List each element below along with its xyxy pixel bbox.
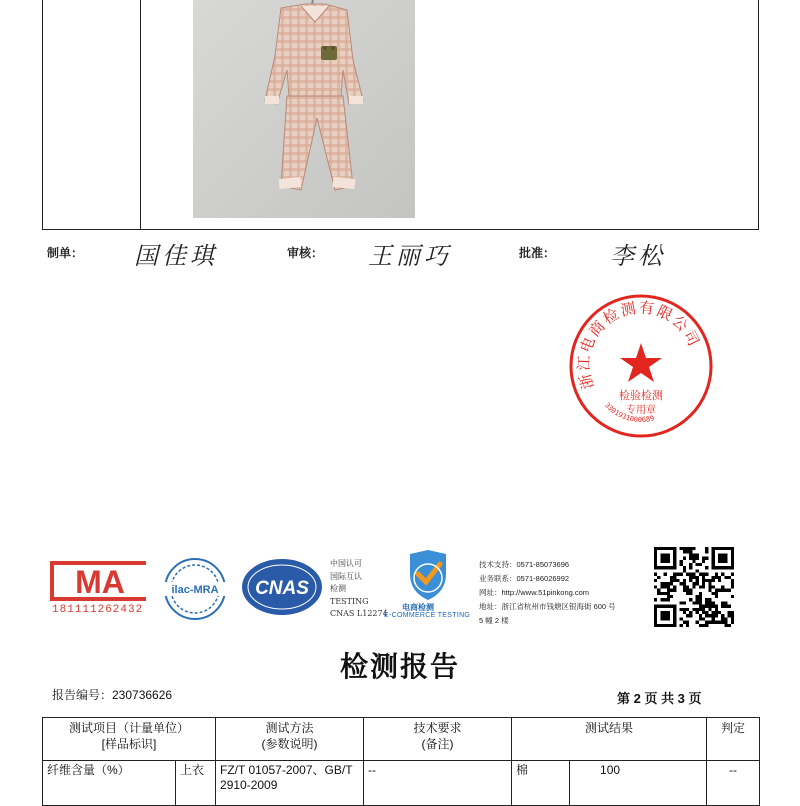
report-number: 报告编号：230736626	[52, 688, 173, 702]
cell-requirement: --	[364, 761, 512, 806]
header-item	[43, 718, 216, 761]
approver-signature: 李松	[610, 242, 666, 270]
cell-item: 纤维含量（%）	[43, 761, 176, 806]
contact-line: 5 幢 2 楼	[479, 616, 509, 625]
cell-method: FZ/T 01057-2007、GB/T 2910-2009	[216, 761, 364, 806]
pajama-illustration	[193, 0, 415, 218]
cnas-caption-line: 检测	[330, 584, 346, 593]
cell-part: 上衣	[176, 761, 216, 806]
header-requirement	[364, 718, 512, 761]
header-method-label: 测试方法	[265, 721, 314, 735]
cnas-logo	[240, 555, 324, 619]
cnas-caption-line: 中国认可	[330, 559, 362, 568]
preparer-label: 制单：	[47, 246, 84, 260]
cnas-caption-line: 国际互认	[330, 571, 362, 581]
sample-photo	[193, 0, 415, 218]
header-method-sub: (参数说明)	[261, 737, 318, 751]
cma-number: 181111262432	[52, 604, 144, 616]
seal-number: 3301931000689	[603, 401, 656, 425]
cell-fiber: 棉	[512, 761, 570, 806]
contact-line: 网址：http://www.51pinkong.com	[479, 588, 590, 597]
ilac-text: ilac-MRA	[171, 584, 219, 596]
ecommerce-cn-text: 电商检测	[402, 603, 434, 612]
header-verdict: 判定	[707, 718, 760, 761]
table-divider	[140, 0, 141, 230]
cell-value: 100	[570, 761, 707, 806]
seal-center-line2: 专用章	[626, 405, 656, 416]
ilac-mra-logo	[160, 557, 230, 621]
qr-code[interactable]	[654, 547, 734, 627]
ecommerce-en-text: E-COMMERCE TESTING	[384, 612, 471, 619]
header-req-sub: (备注)	[421, 737, 454, 751]
cnas-caption-line: TESTING	[330, 596, 369, 606]
contact-line: 地址：浙江省杭州市钱塘区银海街 600 号	[479, 602, 616, 611]
preparer-signature: 国佳琪	[134, 242, 218, 270]
header-item-label: 测试项目（计量单位）	[69, 721, 190, 735]
cell-verdict: --	[707, 761, 760, 806]
reviewer-signature: 王丽巧	[368, 242, 452, 270]
contact-line: 技术支持：0571-85073696	[479, 560, 570, 569]
table-row	[43, 761, 760, 806]
page-indicator: 第 2 页 共 3 页	[617, 691, 702, 706]
seal-ring-text: 浙江电商检测有限公司	[574, 298, 704, 392]
company-seal	[566, 291, 716, 441]
svg-text:MA: MA	[75, 564, 125, 600]
contact-line: 业务联系：0571-86026992	[479, 574, 570, 583]
contact-info	[479, 558, 616, 628]
header-method	[216, 718, 364, 761]
header-item-sub: [样品标识]	[101, 737, 157, 751]
report-title: 检测报告	[339, 651, 460, 682]
header-result: 测试结果	[512, 718, 707, 761]
seal-center-line1: 检验检测	[619, 390, 663, 402]
cnas-caption-line: CNAS L12274	[330, 609, 388, 618]
table-header-row	[43, 718, 760, 761]
cnas-text: CNAS	[255, 578, 309, 599]
cnas-caption	[330, 558, 388, 621]
header-req-label: 技术要求	[413, 721, 462, 735]
test-results-table	[42, 717, 760, 806]
reviewer-label: 审核：	[287, 246, 324, 260]
approver-label: 批准：	[519, 246, 556, 260]
